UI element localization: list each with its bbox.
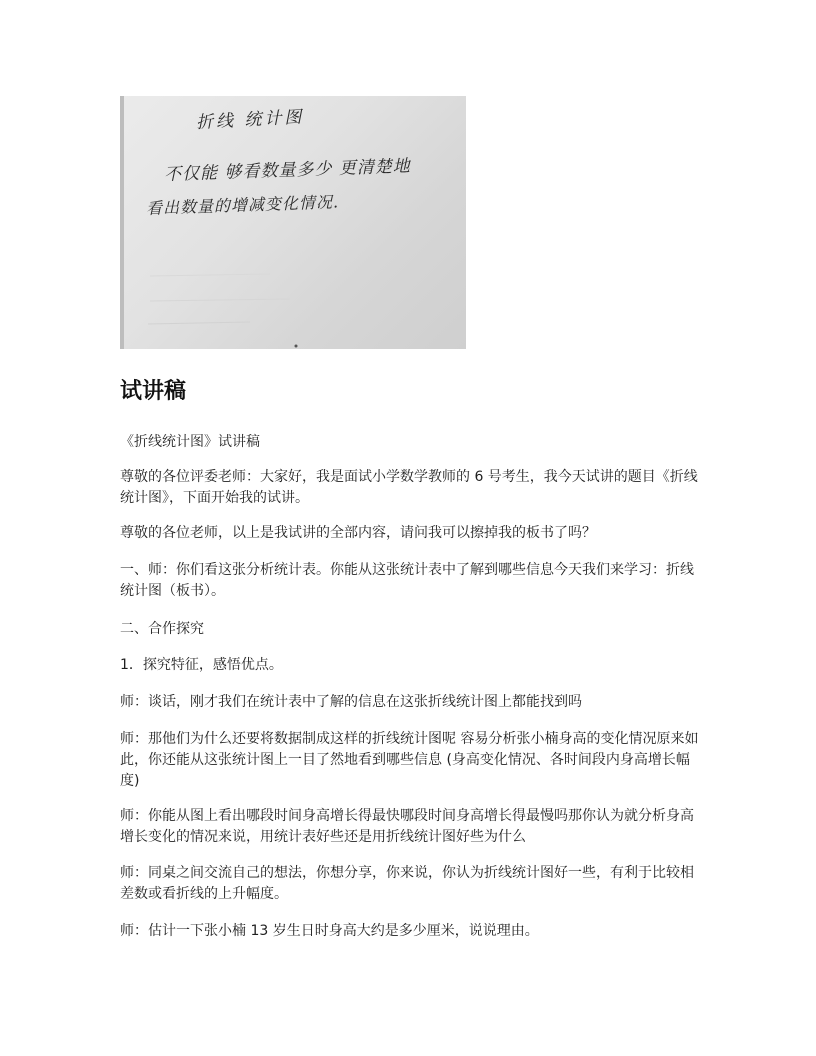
paragraph-closing-question: 尊敬的各位老师，以上是我试讲的全部内容，请问我可以擦掉我的板书了吗？: [120, 525, 596, 541]
handwritten-note-photo: [120, 96, 466, 349]
document-heading: 试讲稿: [120, 379, 187, 404]
note-line-1: 不仅能 够看数量多少 更清楚地: [163, 156, 412, 185]
note-line-2: 看出数量的增减变化情况.: [145, 192, 340, 218]
paragraph-dialog-2: 师：那他们为什么还要将数据制成这样的折线统计图呢 容易分析张小楠身高的变化情况原来如此，你还能从这张统计图上一目了然地看到哪些信息 (身高变化情况、各时间段内身高增长幅度): [120, 731, 699, 789]
paragraph-lecture-title: 《折线统计图》试讲稿: [120, 434, 260, 450]
paragraph-step-one: 1．探究特征，感悟优点。: [120, 657, 283, 673]
paragraph-dialog-3: 师：你能从图上看出哪段时间身高增长得最快哪段时间身高增长得最慢吗那你认为就分析身高增长变化的情况来说，用统计表好些还是用折线统计图好些为什么: [120, 808, 694, 845]
paragraph-dialog-4: 师：同桌之间交流自己的想法，你想分享，你来说，你认为折线统计图好一些，有利于比较相差数或看折线的上升幅度。: [120, 865, 694, 902]
paragraph-greeting: 尊敬的各位评委老师：大家好，我是面试小学数学教师的 6 号考生，我今天试讲的题目《折线统计图》，下面开始我的试讲。: [120, 469, 698, 506]
paragraph-section-two-heading: 二、合作探究: [120, 621, 204, 637]
paragraph-section-one: 一、师：你们看这张分析统计表。你能从这张统计表中了解到哪些信息今天我们来学习：折线统计图（板书）。: [120, 562, 694, 599]
paper-texture: [120, 96, 466, 349]
paragraph-dialog-5: 师：估计一下张小楠 13 岁生日时身高大约是多少厘米，说说理由。: [120, 923, 539, 939]
paragraph-dialog-1: 师：谈话，刚才我们在统计表中了解的信息在这张折线统计图上都能找到吗: [120, 694, 582, 710]
note-title: 折线 统计图: [195, 107, 305, 133]
